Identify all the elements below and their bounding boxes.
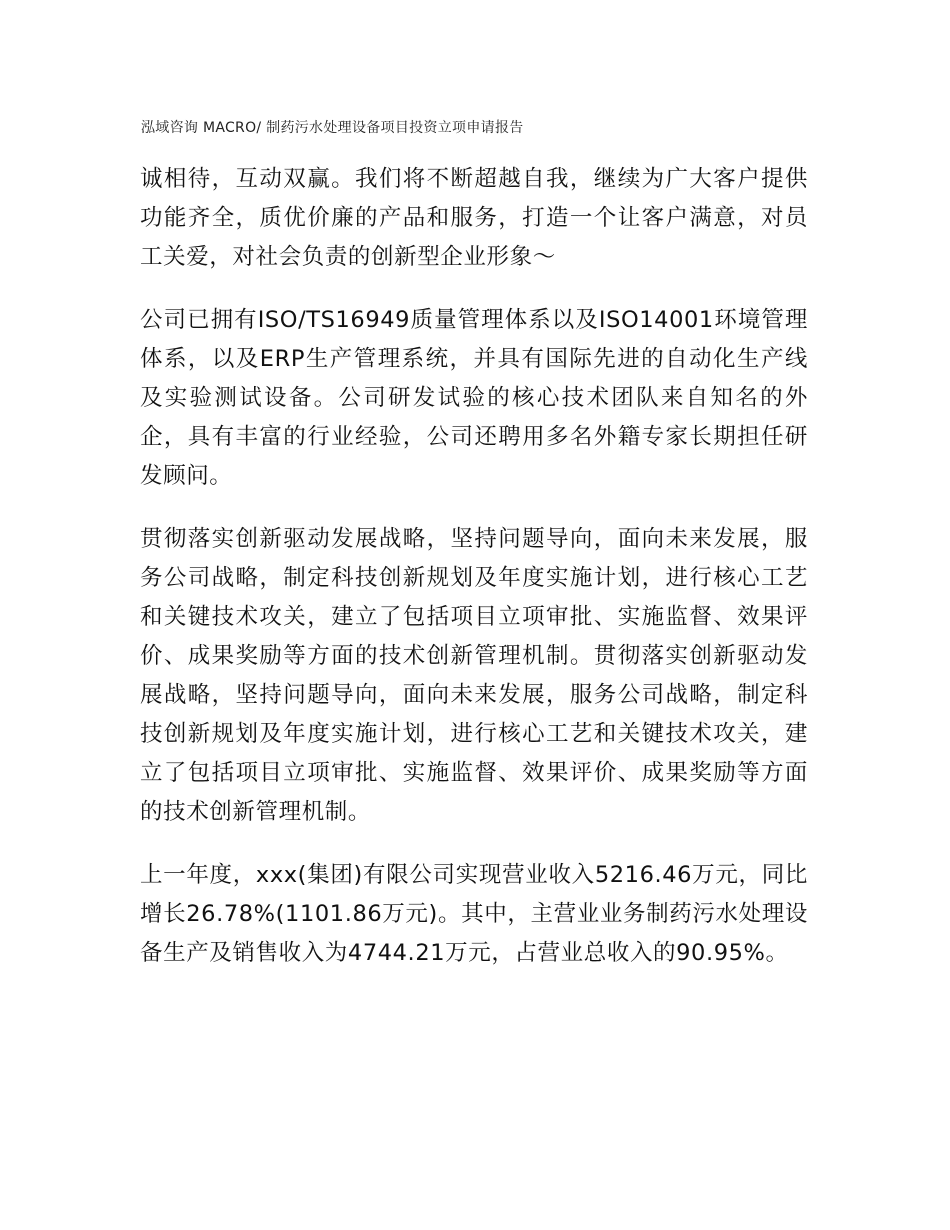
- paragraph-revenue: 上一年度，xxx(集团)有限公司实现营业收入5216.46万元，同比增长26.78%(1101.86万元)。其中，主营业业务制药污水处理设备生产及销售收入为4744.21万元，占营业总收入的90.95%。: [140, 862, 808, 966]
- body-text: [140, 160, 808, 997]
- running-header: 泓域咨询 MACRO/ 制药污水处理设备项目投资立项申请报告: [141, 120, 524, 136]
- paragraph-commitment: 诚相待，互动双赢。我们将不断超越自我，继续为广大客户提供功能齐全，质优价廉的产品和服务，打造一个让客户满意，对员工关爱，对社会负责的创新型企业形象～: [140, 166, 808, 270]
- paragraph-innovation-strategy: 贯彻落实创新驱动发展战略，坚持问题导向，面向未来发展，服务公司战略，制定科技创新规划及年度实施计划，进行核心工艺和关键技术攻关，建立了包括项目立项审批、实施监督、效果评价、成果奖励等方面的技术创新管理机制。贯彻落实创新驱动发展战略，坚持问题导向，面向未来发展，服务公司战略，制定科技创新规划及年度实施计划，进行核心工艺和关键技术攻关，建立了包括项目立项审批、实施监督、效果评价、成果奖励等方面的技术创新管理机制。: [140, 526, 808, 825]
- paragraph-certifications: 公司已拥有ISO/TS16949质量管理体系以及ISO14001环境管理体系，以及ERP生产管理系统，并具有国际先进的自动化生产线及实验测试设备。公司研发试验的核心技术团队来自知名的外企，具有丰富的行业经验，公司还聘用多名外籍专家长期担任研发顾问。: [140, 307, 808, 489]
